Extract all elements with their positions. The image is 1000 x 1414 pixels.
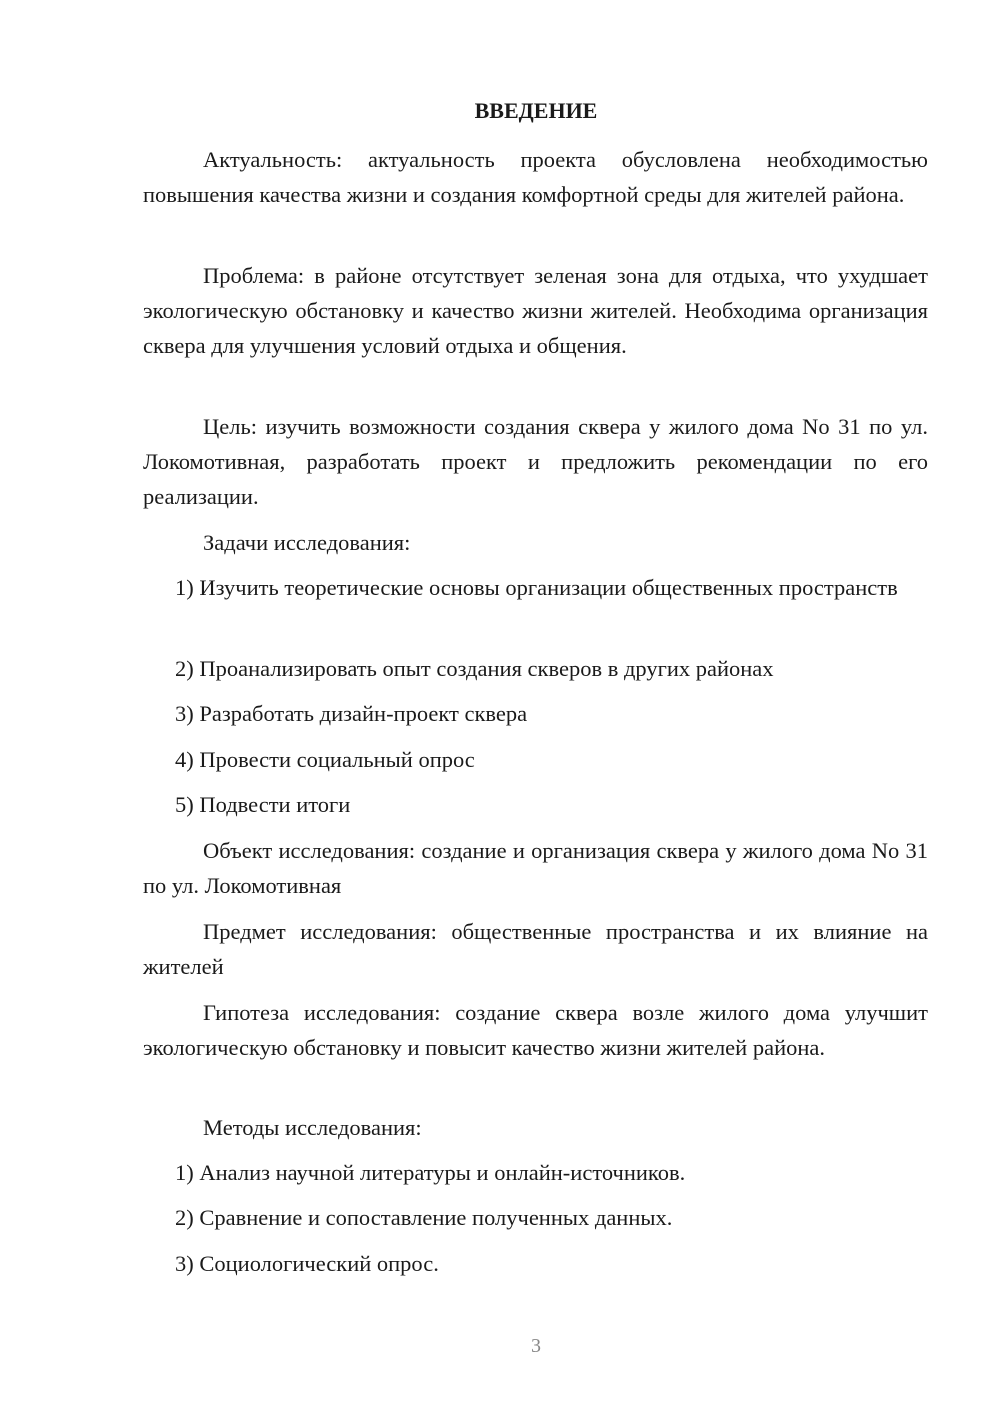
object-paragraph: Объект исследования: создание и организация сквера у жилого дома No 31 по ул. Локомотивная: [143, 838, 928, 898]
page-number: 3: [531, 1335, 541, 1357]
method-item-3: 3) Социологический опрос.: [175, 1251, 439, 1276]
problem-paragraph: Проблема: в районе отсутствует зеленая зона для отдыха, что ухудшает экологическую обстановку и качество жизни жителей. Необходима организация сквера для улучшения условий отдыха и общения.: [143, 263, 928, 358]
task-item-3: 3) Разработать дизайн-проект сквера: [175, 701, 528, 726]
task-item-5: 5) Подвести итоги: [175, 792, 351, 817]
tasks-heading: Задачи исследования:: [203, 530, 411, 555]
goal-paragraph: Цель: изучить возможности создания сквера у жилого дома No 31 по ул. Локомотивная, разработать проект и предложить рекомендации по его реализации.: [143, 414, 928, 509]
hypothesis-paragraph: Гипотеза исследования: создание сквера возле жилого дома улучшит экологическую обстановку и повысит качество жизни жителей района.: [143, 1000, 928, 1060]
methods-heading: Методы исследования:: [203, 1115, 422, 1140]
task-item-1: 1) Изучить теоретические основы организации общественных пространств: [175, 575, 898, 600]
relevance-paragraph: Актуальность: актуальность проекта обусловлена необходимостью повышения качества жизни и создания комфортной среды для жителей района.: [143, 147, 928, 207]
subject-paragraph: Предмет исследования: общественные пространства и их влияние на жителей: [143, 919, 928, 979]
task-item-2: 2) Проанализировать опыт создания скверов в других районах: [175, 656, 774, 681]
task-item-4: 4) Провести социальный опрос: [175, 747, 475, 772]
page-title: ВВЕДЕНИЕ: [474, 98, 598, 123]
method-item-1: 1) Анализ научной литературы и онлайн-источников.: [175, 1160, 686, 1185]
method-item-2: 2) Сравнение и сопоставление полученных данных.: [175, 1205, 673, 1230]
